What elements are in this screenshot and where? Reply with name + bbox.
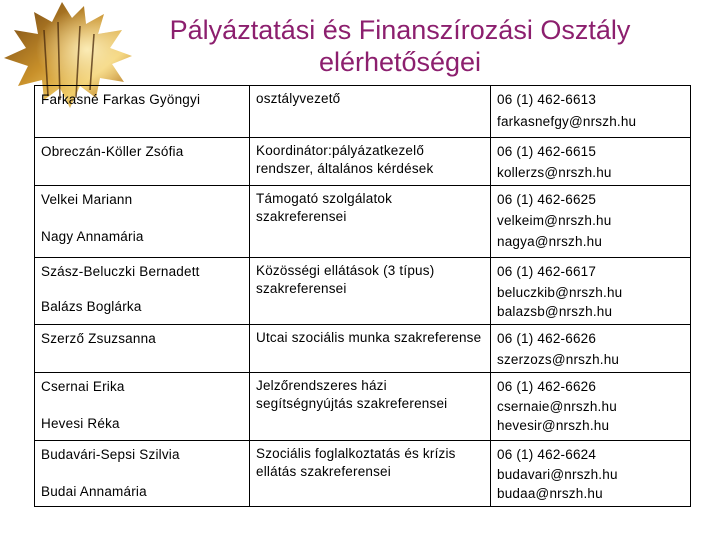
role-text: Utcai szociális munka szakreferense xyxy=(256,330,482,345)
title-line-2: elérhetőségei xyxy=(318,47,482,77)
phone-number: 06 (1) 462-6626 xyxy=(497,379,597,394)
role-cell xyxy=(250,325,491,373)
table-row xyxy=(35,138,691,186)
phone-number: 06 (1) 462-6615 xyxy=(497,144,597,159)
name-cell xyxy=(35,186,250,258)
contact-cell xyxy=(491,186,691,258)
phone-number: 06 (1) 462-6613 xyxy=(497,92,597,107)
phone-number: 06 (1) 462-6626 xyxy=(497,331,597,346)
email-address: budaa@nrszh.hu xyxy=(497,486,603,501)
page-title xyxy=(150,14,650,78)
role-text: Támogató szolgálatok szakreferensei xyxy=(256,191,393,224)
email-address: budavari@nrszh.hu xyxy=(497,467,618,482)
table-row xyxy=(35,86,691,138)
person-name: Balázs Boglárka xyxy=(41,299,142,314)
name-cell xyxy=(35,86,250,138)
table-row xyxy=(35,258,691,325)
phone-number: 06 (1) 462-6624 xyxy=(497,447,597,462)
role-cell xyxy=(250,373,491,441)
person-name: Szerző Zsuzsanna xyxy=(41,331,157,346)
person-name: Velkei Mariann xyxy=(41,192,133,207)
phone-number: 06 (1) 462-6617 xyxy=(497,264,597,279)
person-name: Obreczán-Köller Zsófia xyxy=(41,144,184,159)
table-row xyxy=(35,186,691,258)
email-address: velkeim@nrszh.hu xyxy=(497,213,612,228)
contact-cell xyxy=(491,441,691,507)
name-cell xyxy=(35,441,250,507)
role-cell xyxy=(250,86,491,138)
contact-cell xyxy=(491,373,691,441)
role-text: osztályvezető xyxy=(256,91,341,106)
contacts-table xyxy=(34,85,691,507)
email-address: balazsb@nrszh.hu xyxy=(497,304,613,319)
table-row xyxy=(35,373,691,441)
email-address: beluczkib@nrszh.hu xyxy=(497,285,623,300)
table-row xyxy=(35,441,691,507)
email-address: hevesir@nrszh.hu xyxy=(497,418,610,433)
email-address: farkasnefgy@nrszh.hu xyxy=(497,114,637,129)
contact-cell xyxy=(491,86,691,138)
name-cell xyxy=(35,138,250,186)
person-name: Budavári-Sepsi Szilvia xyxy=(41,447,180,462)
person-name: Hevesi Réka xyxy=(41,416,120,431)
name-cell xyxy=(35,373,250,441)
person-name: Nagy Annamária xyxy=(41,229,144,244)
email-address: szerzozs@nrszh.hu xyxy=(497,352,620,367)
email-address: nagya@nrszh.hu xyxy=(497,234,603,249)
role-text: Közösségi ellátások (3 típus) szakreferensei xyxy=(256,263,435,296)
role-cell xyxy=(250,186,491,258)
table-row xyxy=(35,325,691,373)
contact-cell xyxy=(491,325,691,373)
role-text: Koordinátor:pályázatkezelő rendszer, általános kérdések xyxy=(256,143,434,176)
person-name: Budai Annamária xyxy=(41,484,147,499)
role-cell xyxy=(250,258,491,325)
person-name: Szász-Beluczki Bernadett xyxy=(41,264,200,279)
name-cell xyxy=(35,258,250,325)
contact-cell xyxy=(491,138,691,186)
role-text: Szociális foglalkoztatás és krízis ellátás szakreferensei xyxy=(256,446,456,479)
role-cell xyxy=(250,138,491,186)
role-text: Jelzőrendszeres házi segítségnyújtás szakreferensei xyxy=(256,378,448,411)
email-address: kollerzs@nrszh.hu xyxy=(497,165,612,180)
name-cell xyxy=(35,325,250,373)
phone-number: 06 (1) 462-6625 xyxy=(497,192,597,207)
email-address: csernaie@nrszh.hu xyxy=(497,399,617,414)
person-name: Csernai Erika xyxy=(41,379,125,394)
person-name: Farkasné Farkas Gyöngyi xyxy=(41,92,201,107)
contact-cell xyxy=(491,258,691,325)
title-line-1: Pályáztatási és Finanszírozási Osztály xyxy=(169,15,631,45)
role-cell xyxy=(250,441,491,507)
